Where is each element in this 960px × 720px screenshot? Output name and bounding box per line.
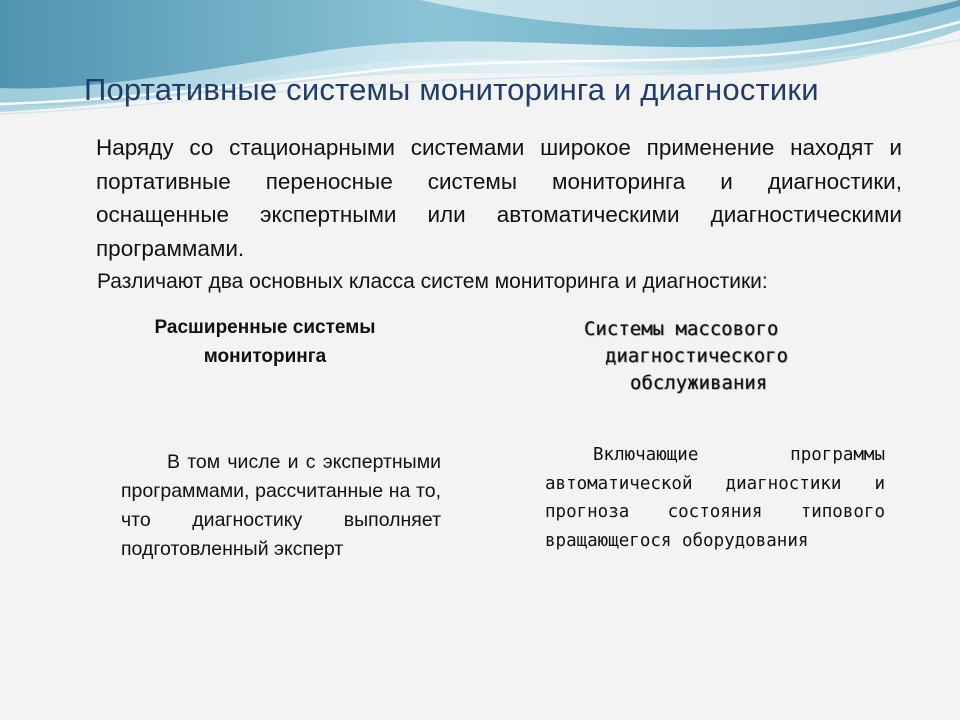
- wave-header-decoration: [0, 0, 960, 140]
- left-column-body: В том числе и с экспертными программами, рассчитанные на то, что диагностику выполняет подготовленный эксперт: [121, 451, 441, 560]
- left-column-heading: Расширенные системы мониторинга: [154, 317, 376, 367]
- classes-statement: Различают два основных класса систем мониторинга и диагностики:: [97, 270, 768, 293]
- right-heading-line-1: Системы массового: [584, 318, 779, 340]
- intro-paragraph: Наряду со стационарными системами широкое применение находят и портативные переносные системы мониторинга и диагностики, оснащенные экспертными или автоматическими диагностическими программами.: [96, 135, 902, 261]
- right-heading-line-3: обслуживания: [630, 372, 768, 394]
- right-column-body: Включающие программы автоматической диагностики и прогноза состояния типового вращающегося оборудования: [545, 445, 885, 551]
- slide-title: Портативные системы мониторинга и диагностики: [84, 72, 819, 107]
- right-heading-line-2: диагностического: [605, 345, 789, 367]
- right-column-heading: [560, 316, 860, 397]
